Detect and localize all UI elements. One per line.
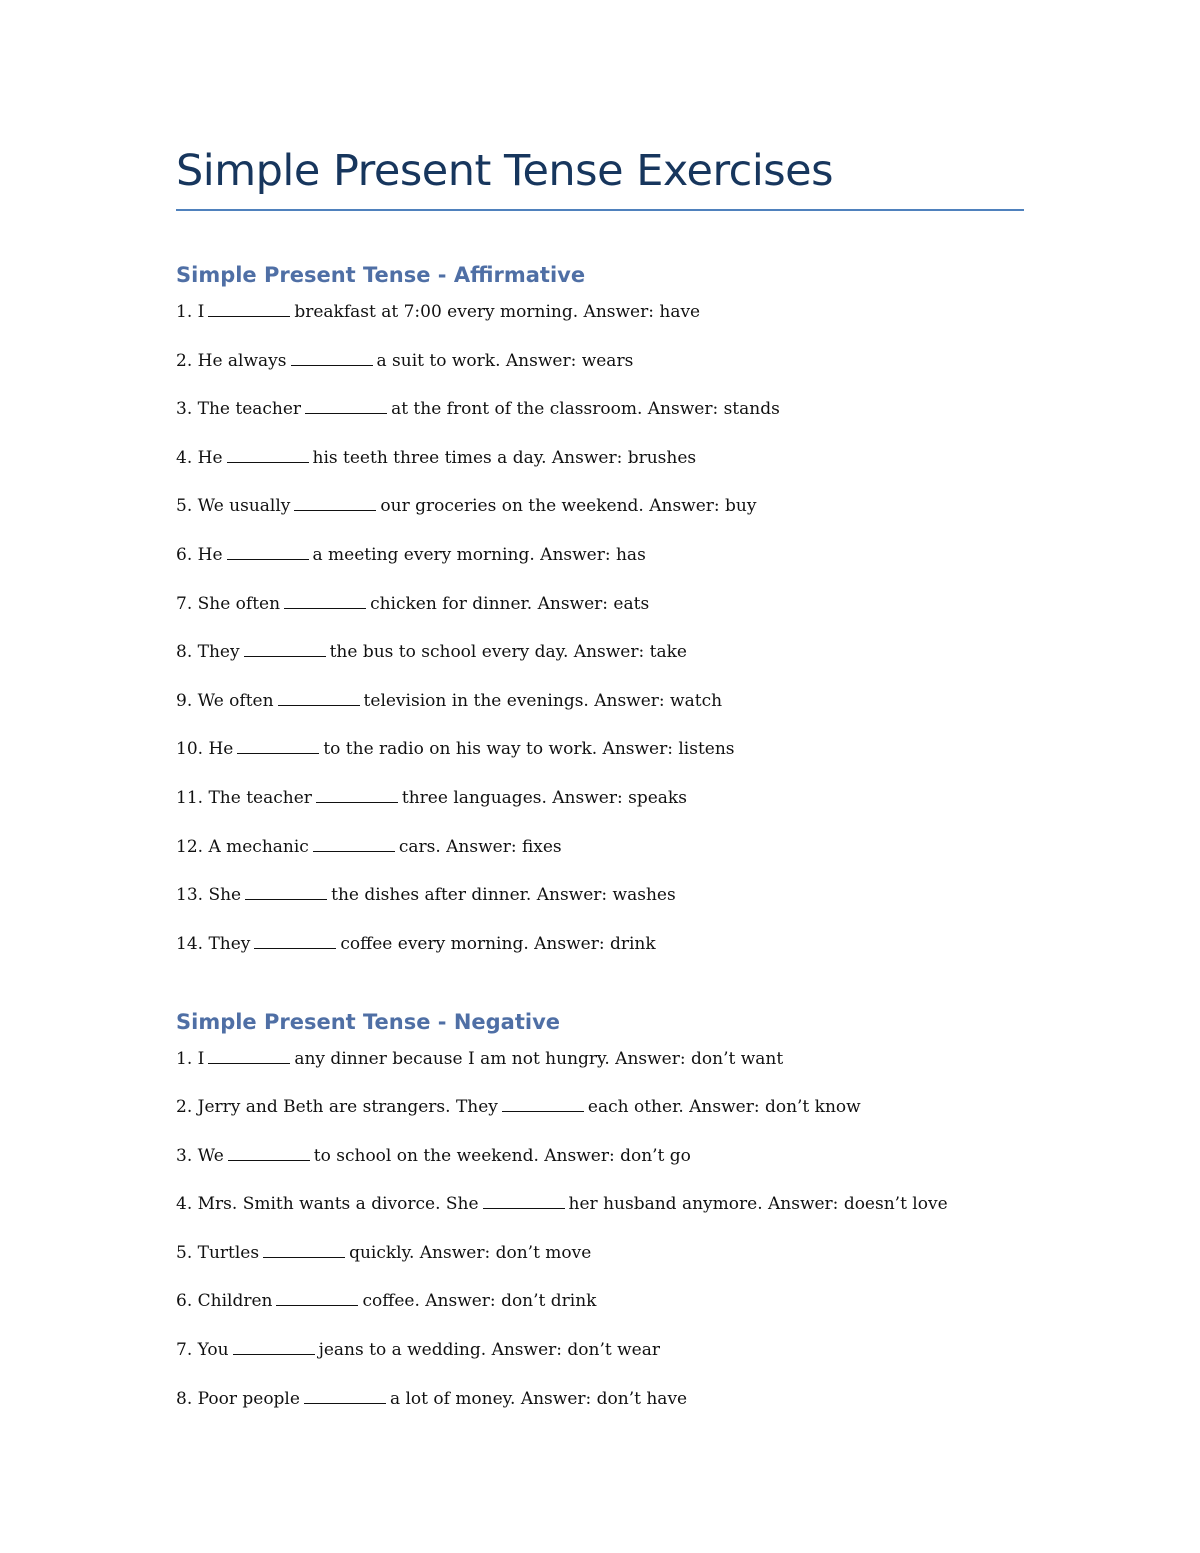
item-suffix: her husband anymore. Answer: doesn’t love <box>568 1194 948 1214</box>
answer-blank <box>304 1389 386 1404</box>
item-suffix: to the radio on his way to work. Answer: listens <box>323 739 735 759</box>
item-prefix: 5. Turtles <box>176 1243 260 1263</box>
answer-blank <box>278 691 360 706</box>
answer-blank <box>233 1340 315 1355</box>
item-prefix: 10. He <box>176 739 234 759</box>
answer-blank <box>305 399 387 414</box>
answer-blank <box>227 545 309 560</box>
answer-blank <box>244 642 326 657</box>
exercise-item <box>176 1242 591 1264</box>
section-heading-affirmative: Simple Present Tense - Affirmative <box>176 263 586 287</box>
answer-blank <box>483 1194 565 1209</box>
exercise-item <box>176 398 780 420</box>
item-suffix: jeans to a wedding. Answer: don’t wear <box>318 1340 660 1360</box>
item-suffix: chicken for dinner. Answer: eats <box>370 594 650 614</box>
item-prefix: 1. I <box>176 302 205 322</box>
item-prefix: 6. He <box>176 545 223 565</box>
answer-blank <box>276 1291 358 1306</box>
exercise-item <box>176 1145 691 1167</box>
exercise-item <box>176 495 756 517</box>
exercise-item <box>176 544 646 566</box>
item-prefix: 4. Mrs. Smith wants a divorce. She <box>176 1194 479 1214</box>
item-prefix: 2. Jerry and Beth are strangers. They <box>176 1097 498 1117</box>
item-suffix: each other. Answer: don’t know <box>587 1097 861 1117</box>
exercise-item <box>176 1290 596 1312</box>
answer-blank <box>291 351 373 366</box>
item-prefix: 7. You <box>176 1340 229 1360</box>
answer-blank <box>502 1097 584 1112</box>
item-prefix: 14. They <box>176 934 251 954</box>
item-prefix: 8. Poor people <box>176 1389 300 1409</box>
item-prefix: 11. The teacher <box>176 788 312 808</box>
item-suffix: our groceries on the weekend. Answer: buy <box>380 496 757 516</box>
answer-blank <box>208 302 290 317</box>
exercise-item <box>176 593 649 615</box>
item-suffix: coffee every morning. Answer: drink <box>340 934 656 954</box>
section-heading-negative: Simple Present Tense - Negative <box>176 1010 561 1034</box>
exercise-item <box>176 301 700 323</box>
item-suffix: a suit to work. Answer: wears <box>376 351 634 371</box>
exercise-item <box>176 1096 861 1118</box>
item-prefix: 8. They <box>176 642 240 662</box>
exercise-item <box>176 350 633 372</box>
answer-blank <box>254 934 336 949</box>
item-suffix: his teeth three times a day. Answer: brushes <box>312 448 697 468</box>
item-prefix: 12. A mechanic <box>176 837 309 857</box>
answer-blank <box>208 1049 290 1064</box>
item-suffix: a lot of money. Answer: don’t have <box>389 1389 688 1409</box>
document-title: Simple Present Tense Exercises <box>176 146 834 196</box>
item-prefix: 2. He always <box>176 351 287 371</box>
item-suffix: breakfast at 7:00 every morning. Answer: have <box>294 302 701 322</box>
item-suffix: a meeting every morning. Answer: has <box>312 545 646 565</box>
answer-blank <box>316 788 398 803</box>
answer-blank <box>227 448 309 463</box>
exercise-item <box>176 641 687 663</box>
answer-blank <box>245 885 327 900</box>
answer-blank <box>263 1243 345 1258</box>
exercise-item <box>176 447 696 469</box>
exercise-item <box>176 1193 948 1215</box>
item-prefix: 7. She often <box>176 594 281 614</box>
item-suffix: the dishes after dinner. Answer: washes <box>331 885 676 905</box>
item-suffix: the bus to school every day. Answer: take <box>329 642 687 662</box>
item-suffix: at the front of the classroom. Answer: stands <box>391 399 780 419</box>
answer-blank <box>294 496 376 511</box>
exercise-item <box>176 884 676 906</box>
exercise-item <box>176 836 562 858</box>
item-prefix: 1. I <box>176 1049 205 1069</box>
exercise-item <box>176 933 656 955</box>
item-suffix: quickly. Answer: don’t move <box>349 1243 592 1263</box>
exercise-item <box>176 1388 687 1410</box>
exercise-item <box>176 1048 783 1070</box>
answer-blank <box>284 594 366 609</box>
item-prefix: 4. He <box>176 448 223 468</box>
exercise-item <box>176 1339 660 1361</box>
answer-blank <box>228 1146 310 1161</box>
exercise-item <box>176 738 735 760</box>
item-prefix: 3. We <box>176 1146 224 1166</box>
item-suffix: television in the evenings. Answer: watch <box>363 691 723 711</box>
item-suffix: to school on the weekend. Answer: don’t go <box>313 1146 691 1166</box>
item-prefix: 9. We often <box>176 691 274 711</box>
item-prefix: 13. She <box>176 885 242 905</box>
item-prefix: 3. The teacher <box>176 399 302 419</box>
item-suffix: any dinner because I am not hungry. Answer: don’t want <box>294 1049 784 1069</box>
answer-blank <box>237 739 319 754</box>
item-suffix: cars. Answer: fixes <box>398 837 562 857</box>
item-suffix: three languages. Answer: speaks <box>401 788 687 808</box>
exercise-item <box>176 787 687 809</box>
item-suffix: coffee. Answer: don’t drink <box>362 1291 597 1311</box>
answer-blank <box>313 837 395 852</box>
item-prefix: 6. Children <box>176 1291 273 1311</box>
item-prefix: 5. We usually <box>176 496 291 516</box>
title-underline <box>176 209 1024 211</box>
exercise-item <box>176 690 722 712</box>
